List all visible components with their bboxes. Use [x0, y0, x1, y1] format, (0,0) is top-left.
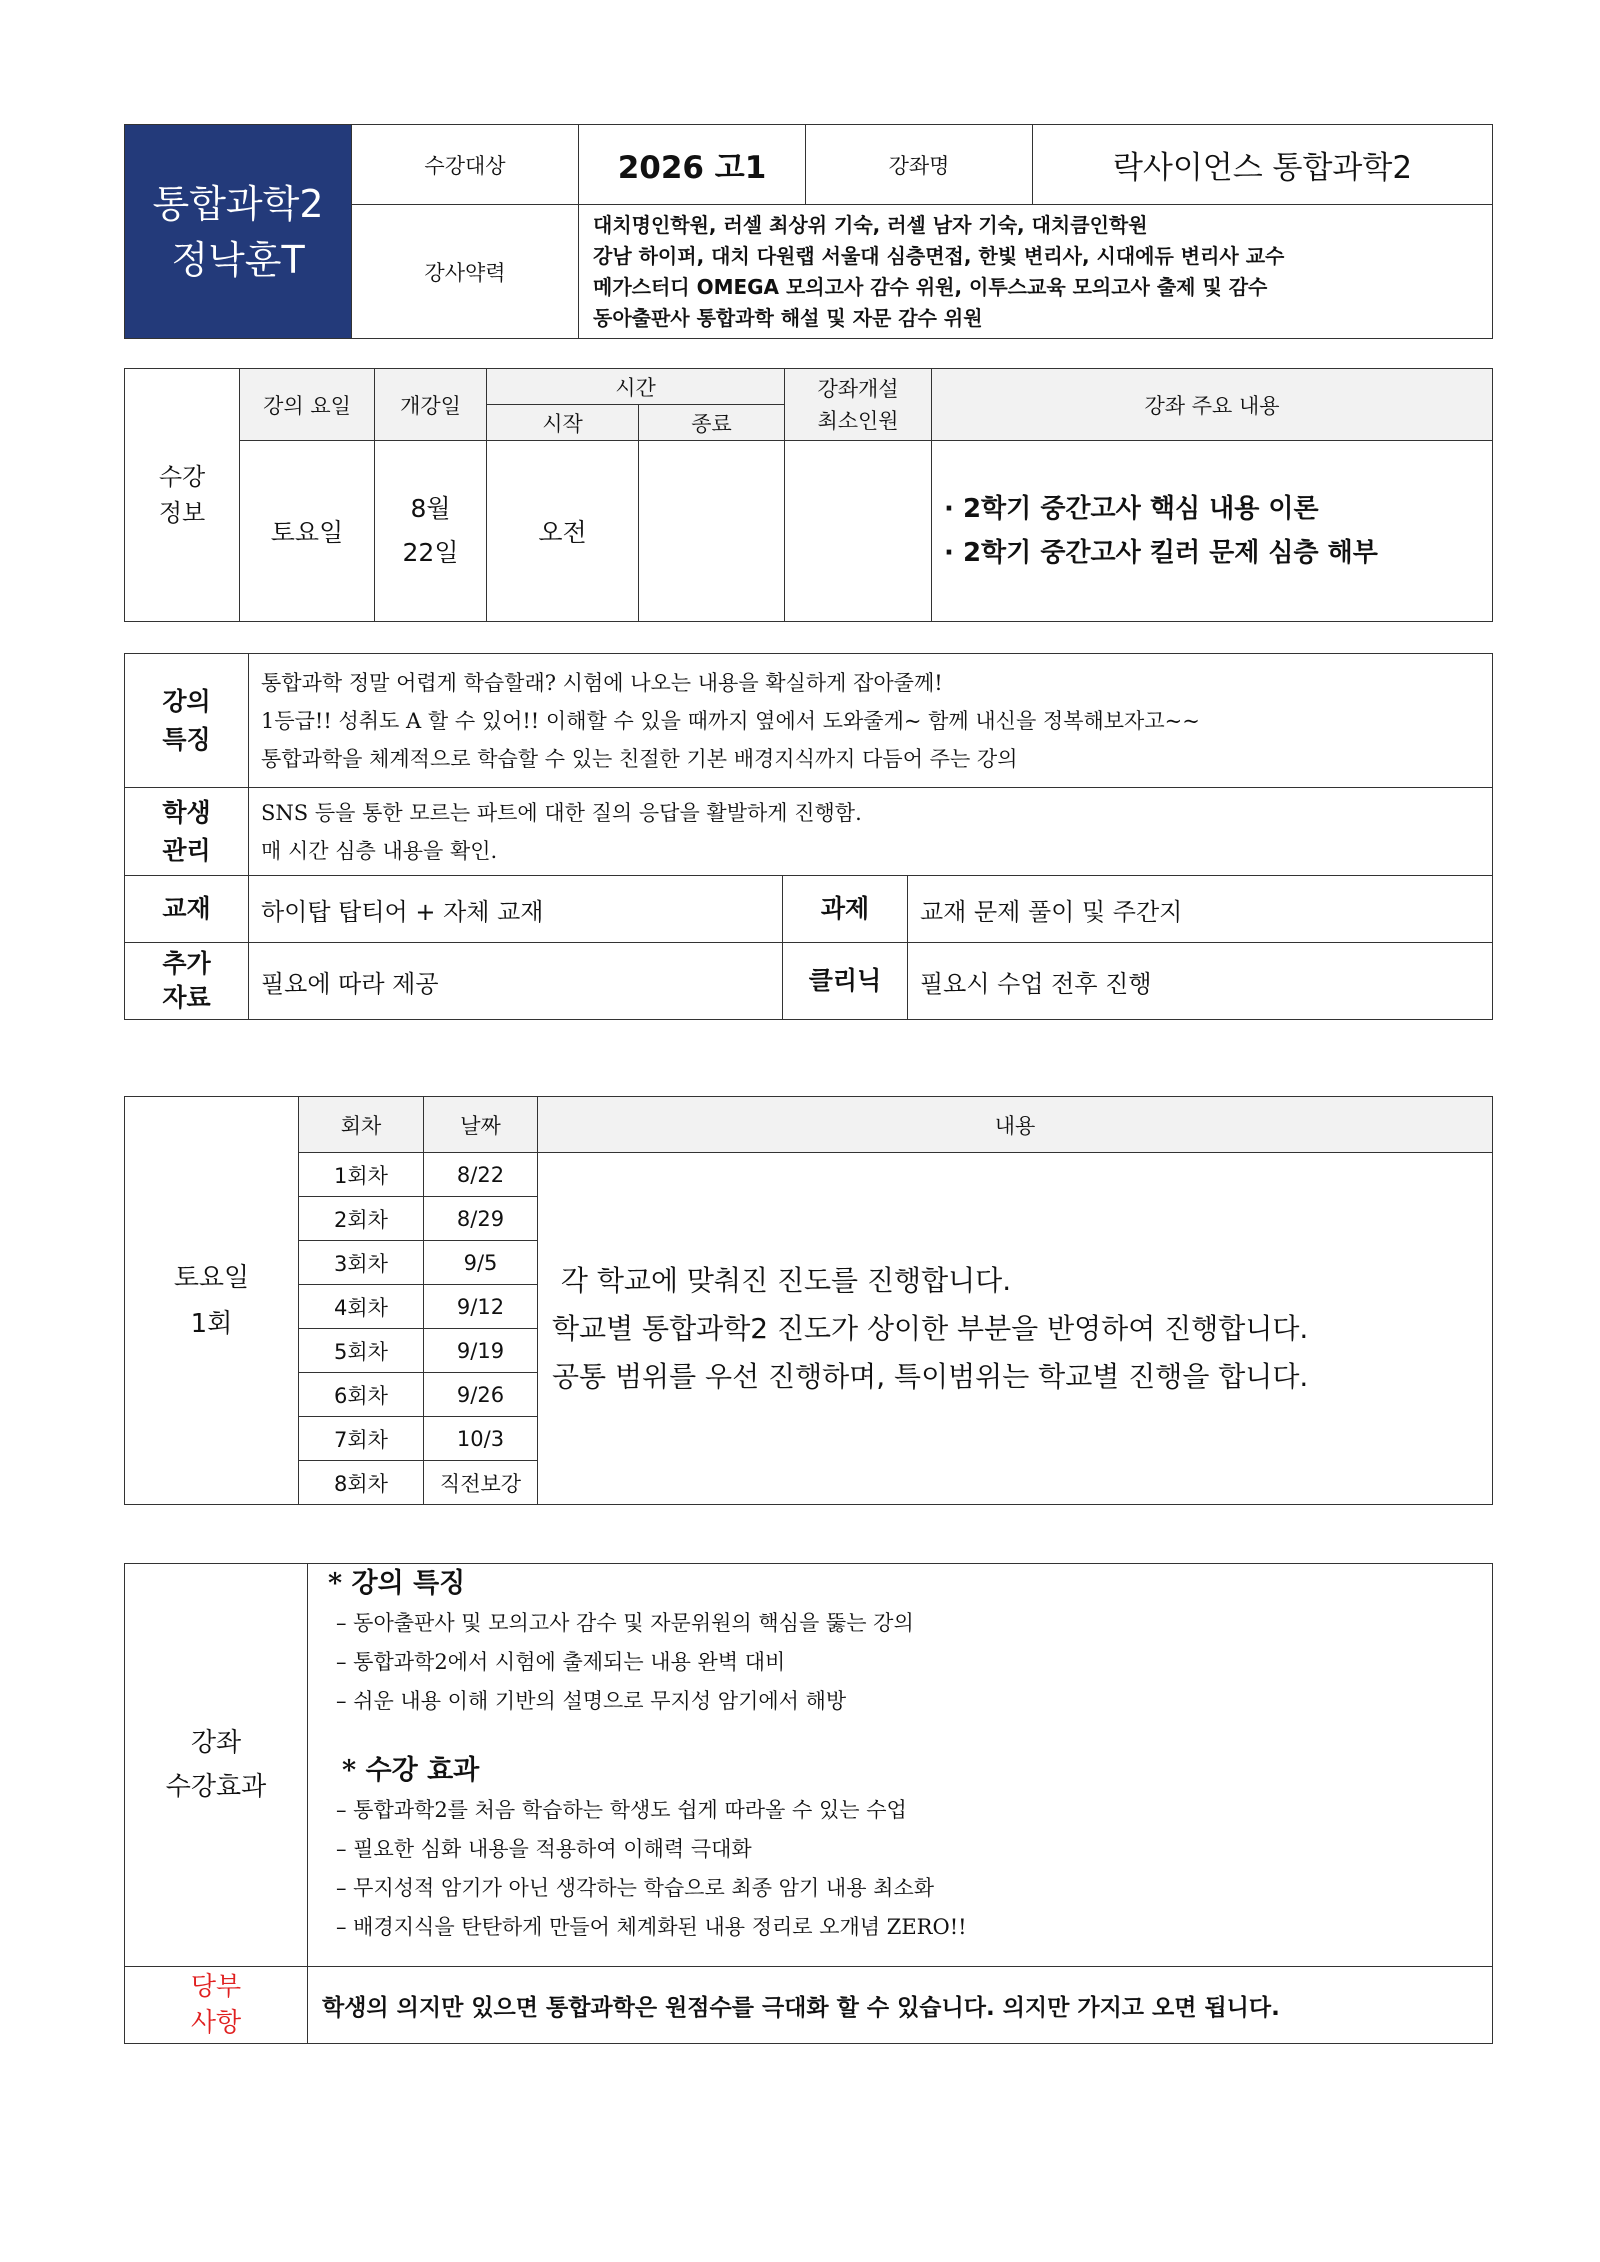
effects-label [125, 1564, 308, 1967]
effect-list [336, 1791, 1492, 1947]
class-contents [932, 441, 1493, 622]
content-item: · 2학기 중간고사 핵심 내용 이론 [944, 494, 1319, 524]
class-min-students [785, 441, 932, 622]
homework-value: 교재 문제 풀이 및 주간지 [908, 876, 1493, 943]
notice-label-line: 사항 [190, 2008, 242, 2038]
mgmt-line: 매 시간 심층 내용을 확인. [261, 838, 498, 863]
extra-label-line: 자료 [162, 983, 211, 1012]
mgmt-label [125, 788, 249, 876]
start-date-line: 8월 [410, 494, 451, 523]
min-header-line: 최소인원 [817, 408, 899, 433]
session-date: 8/22 [424, 1153, 538, 1197]
extra-label-line: 추가 [162, 949, 211, 978]
schedule-label-line: 1회 [190, 1308, 233, 1339]
session-no: 5회차 [299, 1329, 424, 1373]
feature-item: – 동아출판사 및 모의고사 감수 및 자문위원의 핵심을 뚫는 강의 [336, 1611, 914, 1635]
class-day: 토요일 [240, 441, 375, 622]
feature-label-line: 강의 [162, 686, 211, 716]
mgmt-line: SNS 등을 통한 모르는 파트에 대한 질의 응답을 활발하게 진행함. [261, 800, 862, 825]
clinic-label: 클리닉 [783, 943, 908, 1020]
career-list [579, 205, 1493, 339]
effect-item: – 필요한 심화 내용을 적용하여 이해력 극대화 [336, 1837, 752, 1861]
feature-list [336, 1604, 1492, 1721]
effect-title: * 수강 효과 [342, 1755, 480, 1786]
start-date-line: 22일 [402, 538, 459, 567]
schedule-content-line: 각 학교에 맞춰진 진도를 진행합니다. [552, 1263, 1012, 1297]
session-no: 2회차 [299, 1197, 424, 1241]
course-subject: 통합과학2 [152, 181, 324, 226]
extra-value: 필요에 따라 제공 [249, 943, 783, 1020]
career-line: 메가스터디 OMEGA 모의고사 감수 위원, 이투스교육 모의고사 출제 및 감수 [593, 274, 1268, 299]
features-table [124, 653, 1493, 1020]
textbook-label: 교재 [125, 876, 249, 943]
feature-title: * 강의 특징 [328, 1568, 466, 1599]
session-date: 9/12 [424, 1285, 538, 1329]
schedule-label-line: 토요일 [173, 1262, 250, 1293]
teacher-banner [125, 125, 352, 339]
min-students-header [785, 369, 932, 441]
time-start-header: 시작 [487, 405, 639, 441]
content-header: 강좌 주요 내용 [932, 369, 1493, 441]
extra-label [125, 943, 249, 1020]
schedule-table [124, 1096, 1493, 1505]
session-no: 1회차 [299, 1153, 424, 1197]
class-time-start: 오전 [487, 441, 639, 622]
notice-text: 학생의 의지만 있으면 통합과학은 원점수를 극대화 할 수 있습니다. 의지만 가지고 오면 됩니다. [308, 1967, 1493, 2044]
course-name-label: 강좌명 [806, 125, 1033, 205]
day-header: 강의 요일 [240, 369, 375, 441]
class-info-table [124, 368, 1493, 622]
career-line: 강남 하이퍼, 대치 다원랩 서울대 심층면접, 한빛 변리사, 시대에듀 변리사 교수 [593, 243, 1285, 268]
career-line: 동아출판사 통합과학 해설 및 자문 감수 위원 [593, 305, 983, 330]
clinic-value: 필요시 수업 전후 진행 [908, 943, 1493, 1020]
min-header-line: 강좌개설 [817, 376, 899, 401]
mgmt-label-line: 관리 [162, 835, 211, 865]
effect-item: – 배경지식을 탄탄하게 만들어 체계화된 내용 정리로 오개념 ZERO!! [336, 1915, 967, 1939]
feature-item: – 통합과학2에서 시험에 출제되는 내용 완벽 대비 [336, 1650, 786, 1674]
feature-text [249, 654, 1493, 788]
mgmt-text [249, 788, 1493, 876]
date-header: 날짜 [424, 1097, 538, 1153]
feature-line: 통합과학을 체계적으로 학습할 수 있는 친절한 기본 배경지식까지 다듬어 주는 강의 [261, 746, 1018, 771]
mgmt-label-line: 학생 [162, 797, 211, 827]
session-no: 6회차 [299, 1373, 424, 1417]
session-header: 회차 [299, 1097, 424, 1153]
session-date: 8/29 [424, 1197, 538, 1241]
textbook-value: 하이탑 탑티어 + 자체 교재 [249, 876, 783, 943]
effect-item: – 무지성적 암기가 아닌 생각하는 학습으로 최종 암기 내용 최소화 [336, 1876, 935, 1900]
schedule-content-line: 공통 범위를 우선 진행하며, 특이범위는 학교별 진행을 합니다. [552, 1359, 1309, 1393]
feature-item: – 쉬운 내용 이해 기반의 설명으로 무지성 암기에서 해방 [336, 1689, 847, 1713]
effects-label-line: 강좌 [190, 1728, 242, 1758]
feature-line: 1등급!! 성취도 A 할 수 있어!! 이해할 수 있을 때까지 옆에서 도와줄게~ 함께 내신을 정복해보자고~~ [261, 708, 1200, 733]
schedule-content-header: 내용 [538, 1097, 1493, 1153]
effects-label-line: 수강효과 [165, 1772, 267, 1802]
course-name-value: 락사이언스 통합과학2 [1033, 125, 1493, 205]
feature-label [125, 654, 249, 788]
time-end-header: 종료 [639, 405, 785, 441]
effects-table [124, 1563, 1493, 2044]
session-no: 8회차 [299, 1461, 424, 1505]
session-date: 9/26 [424, 1373, 538, 1417]
schedule-content [538, 1153, 1493, 1505]
class-info-label-line: 정보 [158, 499, 206, 527]
target-value: 2026 고1 [579, 125, 806, 205]
session-date: 9/5 [424, 1241, 538, 1285]
session-date: 9/19 [424, 1329, 538, 1373]
schedule-label [125, 1097, 299, 1505]
time-header: 시간 [487, 369, 785, 405]
class-start-date [375, 441, 487, 622]
career-line: 대치명인학원, 러셀 최상위 기숙, 러셀 남자 기숙, 대치큼인학원 [593, 212, 1148, 237]
class-info-label [125, 369, 240, 622]
teacher-name: 정낙훈T [171, 237, 305, 282]
session-no: 7회차 [299, 1417, 424, 1461]
session-date: 직전보강 [424, 1461, 538, 1505]
session-date: 10/3 [424, 1417, 538, 1461]
start-date-header: 개강일 [375, 369, 487, 441]
feature-line: 통합과학 정말 어렵게 학습할래? 시험에 나오는 내용을 확실하게 잡아줄께! [261, 670, 943, 695]
content-item: · 2학기 중간고사 킬러 문제 심층 해부 [944, 538, 1378, 568]
session-no: 4회차 [299, 1285, 424, 1329]
effect-item: – 통합과학2를 처음 학습하는 학생도 쉽게 따라올 수 있는 수업 [336, 1798, 907, 1822]
schedule-content-line: 학교별 통합과학2 진도가 상이한 부분을 반영하여 진행합니다. [552, 1311, 1309, 1345]
career-label: 강사약력 [352, 205, 579, 339]
notice-label [125, 1967, 308, 2044]
session-no: 3회차 [299, 1241, 424, 1285]
target-label: 수강대상 [352, 125, 579, 205]
feature-label-line: 특징 [162, 724, 211, 754]
class-info-label-line: 수강 [158, 463, 206, 491]
effects-body [308, 1564, 1493, 1967]
header-table [124, 124, 1493, 339]
class-time-end [639, 441, 785, 622]
homework-label: 과제 [783, 876, 908, 943]
notice-label-line: 당부 [190, 1972, 242, 2002]
